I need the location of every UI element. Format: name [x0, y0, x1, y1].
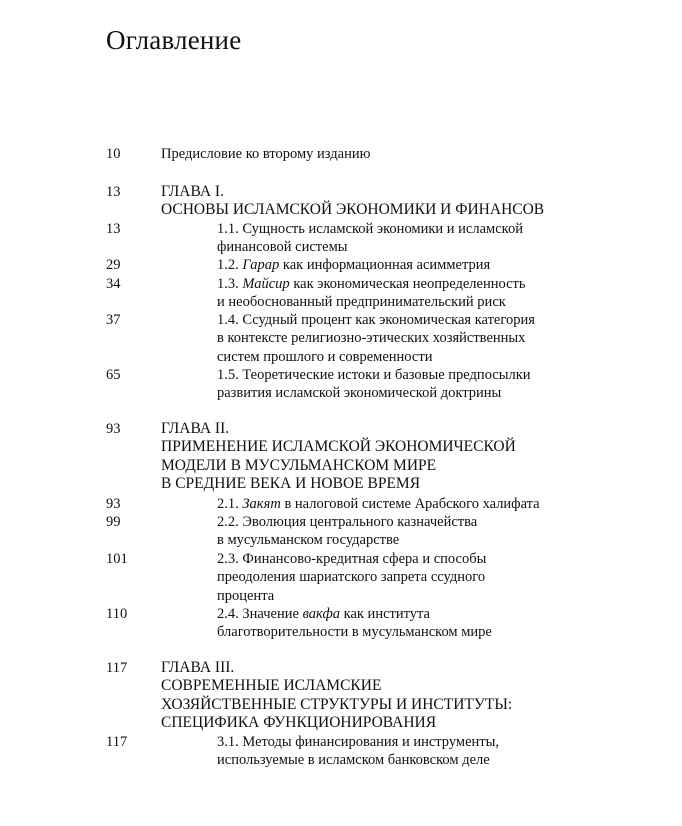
toc-entry-line: в мусульманском государстве	[217, 532, 400, 549]
italic-term: вакфа	[302, 606, 340, 622]
toc-page-number: 10	[106, 146, 121, 162]
toc-entry-text	[161, 659, 512, 732]
toc-entry-text	[217, 733, 499, 770]
toc-page-number: 65	[106, 367, 121, 383]
toc-entry-line: 1.2. Гарар как информационная асимметрия	[217, 257, 491, 273]
toc-entry-line: МОДЕЛИ В МУСУЛЬМАНСКОМ МИРЕ	[161, 456, 437, 474]
toc-entry-line: 1.3. Майсир как экономическая неопределенность	[217, 276, 526, 292]
toc-entry-line: 2.3. Финансово-кредитная сфера и способы	[217, 551, 487, 567]
toc-entry-line: процента	[217, 587, 275, 604]
toc-entry-line: ГЛАВА I.	[161, 183, 224, 200]
toc-entry-line: преодоления шариатского запрета ссудного	[217, 569, 486, 586]
toc-entry-line: ОСНОВЫ ИСЛАМСКОЙ ЭКОНОМИКИ И ФИНАНСОВ	[161, 201, 545, 219]
toc-entry-text	[217, 220, 523, 257]
toc-entry-line: финансовой системы	[217, 239, 348, 256]
toc-entry-line: используемые в исламском банковском деле	[217, 752, 490, 769]
toc-entry-line: 2.2. Эволюция центрального казначейства	[217, 514, 478, 530]
toc-page-number: 34	[106, 276, 121, 292]
toc-page-number: 93	[106, 496, 121, 512]
toc-entry-text	[161, 183, 544, 220]
toc-entry-line: СПЕЦИФИКА ФУНКЦИОНИРОВАНИЯ	[161, 713, 437, 731]
toc-page-number: 110	[106, 606, 128, 622]
toc-entry-text	[161, 145, 370, 163]
toc-page-number: 101	[106, 551, 128, 567]
toc-entry-text	[161, 420, 516, 493]
toc-entry-text	[217, 256, 490, 274]
toc-page-number: 117	[106, 660, 128, 676]
toc-page-number: 93	[106, 421, 121, 437]
toc-entry-line: 2.1. Закят в налоговой системе Арабского халифата	[217, 496, 540, 512]
toc-entry-line: В СРЕДНИЕ ВЕКА И НОВОЕ ВРЕМЯ	[161, 474, 421, 492]
toc-entry-text	[217, 495, 540, 513]
toc-entry-text	[217, 550, 486, 605]
page-title: Оглавление	[106, 25, 242, 55]
toc-entry-line: в контексте религиозно-этических хозяйственных	[217, 330, 526, 347]
italic-term: Гарар	[242, 257, 280, 273]
toc-entry-line: ГЛАВА II.	[161, 420, 230, 437]
toc-entry-text	[217, 366, 531, 403]
italic-term: Закят	[242, 496, 281, 512]
toc-entry-line: развития исламской экономической доктрины	[217, 385, 502, 402]
toc-page-number: 117	[106, 734, 128, 750]
toc-entry-line: 1.5. Теоретические истоки и базовые предпосылки	[217, 367, 531, 383]
toc-entry-line: 2.4. Значение вакфа как института	[217, 606, 430, 622]
toc-entry-line: 1.1. Сущность исламской экономики и исламской	[217, 221, 523, 237]
toc-page-number: 99	[106, 514, 121, 530]
toc-entry-text	[217, 275, 525, 312]
toc-entry-line: ПРИМЕНЕНИЕ ИСЛАМСКОЙ ЭКОНОМИЧЕСКОЙ	[161, 438, 516, 456]
toc-entry-line: 3.1. Методы финансирования и инструменты,	[217, 734, 499, 750]
toc-entry-text	[217, 513, 477, 550]
toc-entry-line: Предисловие ко второму изданию	[161, 146, 371, 162]
toc-entry-line: ГЛАВА III.	[161, 659, 235, 676]
toc-entry-line: СОВРЕМЕННЫЕ ИСЛАМСКИЕ	[161, 677, 382, 695]
toc-entry-text	[217, 311, 535, 366]
toc-page-number: 29	[106, 257, 121, 273]
toc-entry-text	[217, 605, 492, 642]
toc-entry-line: ХОЗЯЙСТВЕННЫЕ СТРУКТУРЫ И ИНСТИТУТЫ:	[161, 695, 513, 713]
toc-page-number: 13	[106, 184, 121, 200]
toc-entry-line: 1.4. Ссудный процент как экономическая категория	[217, 312, 535, 328]
toc-entry-line: благотворительности в мусульманском мире	[217, 624, 492, 641]
toc-entry-line: и необоснованный предпринимательский риск	[217, 294, 506, 311]
toc-page-number: 37	[106, 312, 121, 328]
toc-entry-line: систем прошлого и современности	[217, 348, 433, 365]
toc-page-number: 13	[106, 221, 121, 237]
italic-term: Майсир	[242, 276, 290, 292]
